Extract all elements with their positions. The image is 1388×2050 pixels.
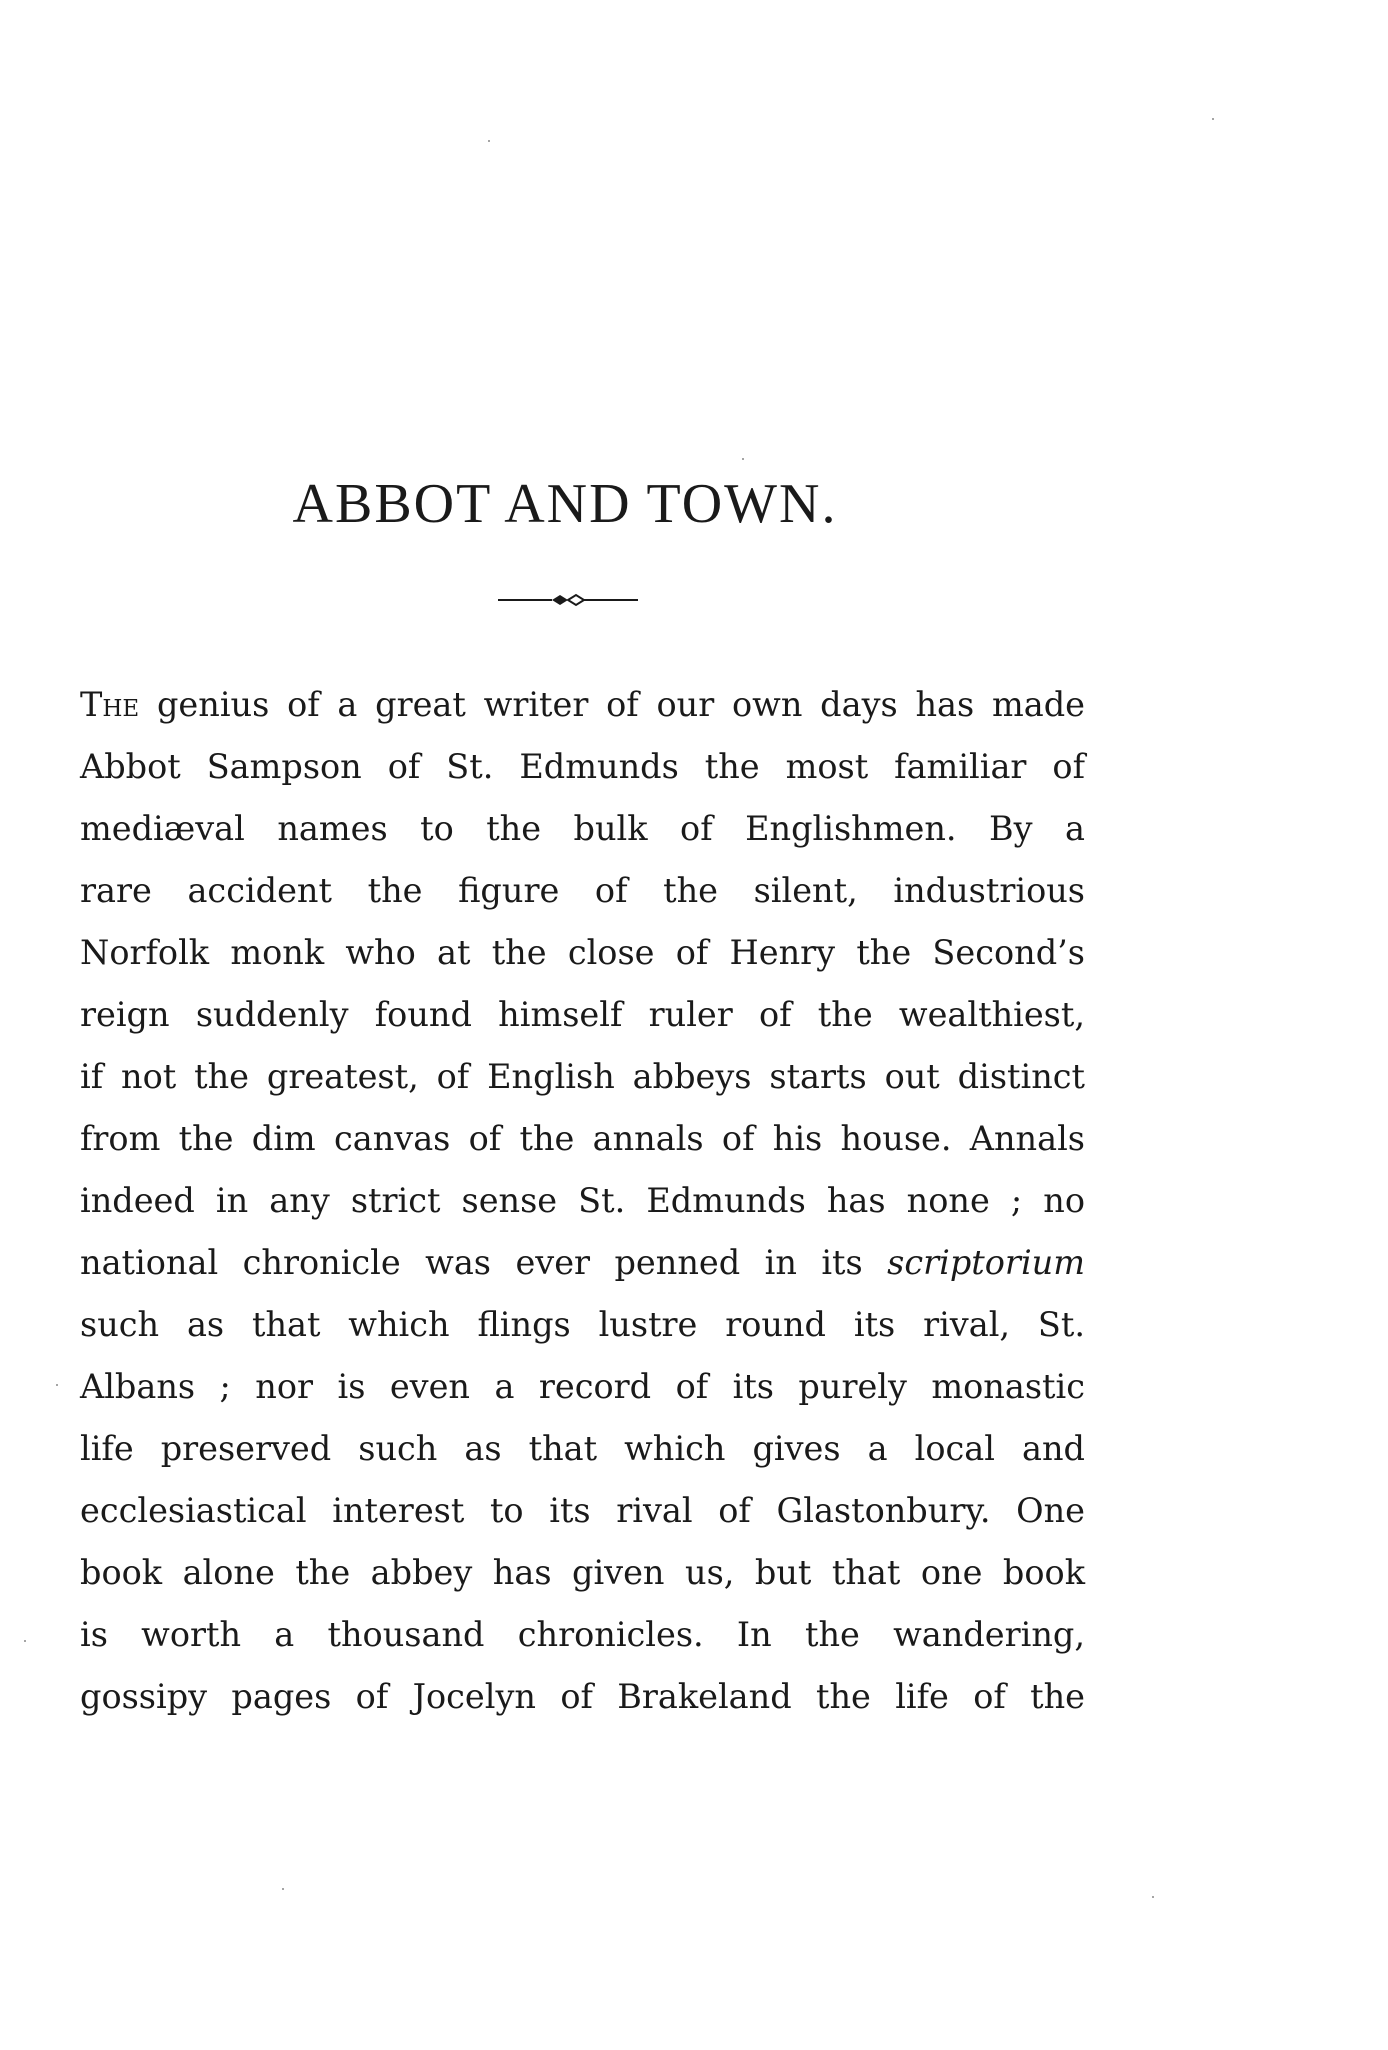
text-line: Norfolk monk who at the close of Henry the Second’s [80,933,1085,972]
scan-speck [1212,118,1214,120]
scan-speck [24,1640,26,1642]
text-line: if not the greatest, of English abbeys starts out distinct [80,1057,1085,1096]
text-line: indeed in any strict sense St. Edmunds has none ; no [80,1181,1085,1220]
scan-speck [1152,1896,1154,1898]
chapter-title: ABBOT AND TOWN. [292,473,838,535]
scan-speck [742,458,744,460]
text-line: life preserved such as that which gives a local and [80,1429,1085,1468]
fleuron-rule-ornament [498,592,638,608]
text-line: Albans ; nor is even a record of its purely monastic [80,1367,1085,1406]
drop-lead-word: The [80,685,140,724]
text-line: Abbot Sampson of St. Edmunds the most familiar of [80,747,1085,786]
italic-term: scriptorium [887,1243,1085,1282]
text-line: ecclesiastical interest to its rival of Glastonbury. One [80,1491,1085,1530]
chapter-body [80,674,1085,1728]
text-line: national chronicle was ever penned in its scriptorium [80,1243,1085,1282]
text-line: reign suddenly found himself ruler of the wealthiest, [80,995,1085,1034]
text-line: is worth a thousand chronicles. In the wandering, [80,1615,1085,1654]
text-line: book alone the abbey has given us, but that one book [80,1553,1085,1592]
text-line: mediæval names to the bulk of Englishmen. By a [80,809,1085,848]
text-line: from the dim canvas of the annals of his house. Annals [80,1119,1085,1158]
scan-speck [282,1888,284,1890]
scan-speck [488,140,490,142]
text-line: such as that which flings lustre round its rival, St. [80,1305,1085,1344]
text-line: rare accident the figure of the silent, industrious [80,871,1085,910]
text-line: gossipy pages of Jocelyn of Brakeland the life of the [80,1677,1085,1716]
scan-speck [56,1384,58,1386]
text-line: The genius of a great writer of our own days has made [80,685,1085,724]
